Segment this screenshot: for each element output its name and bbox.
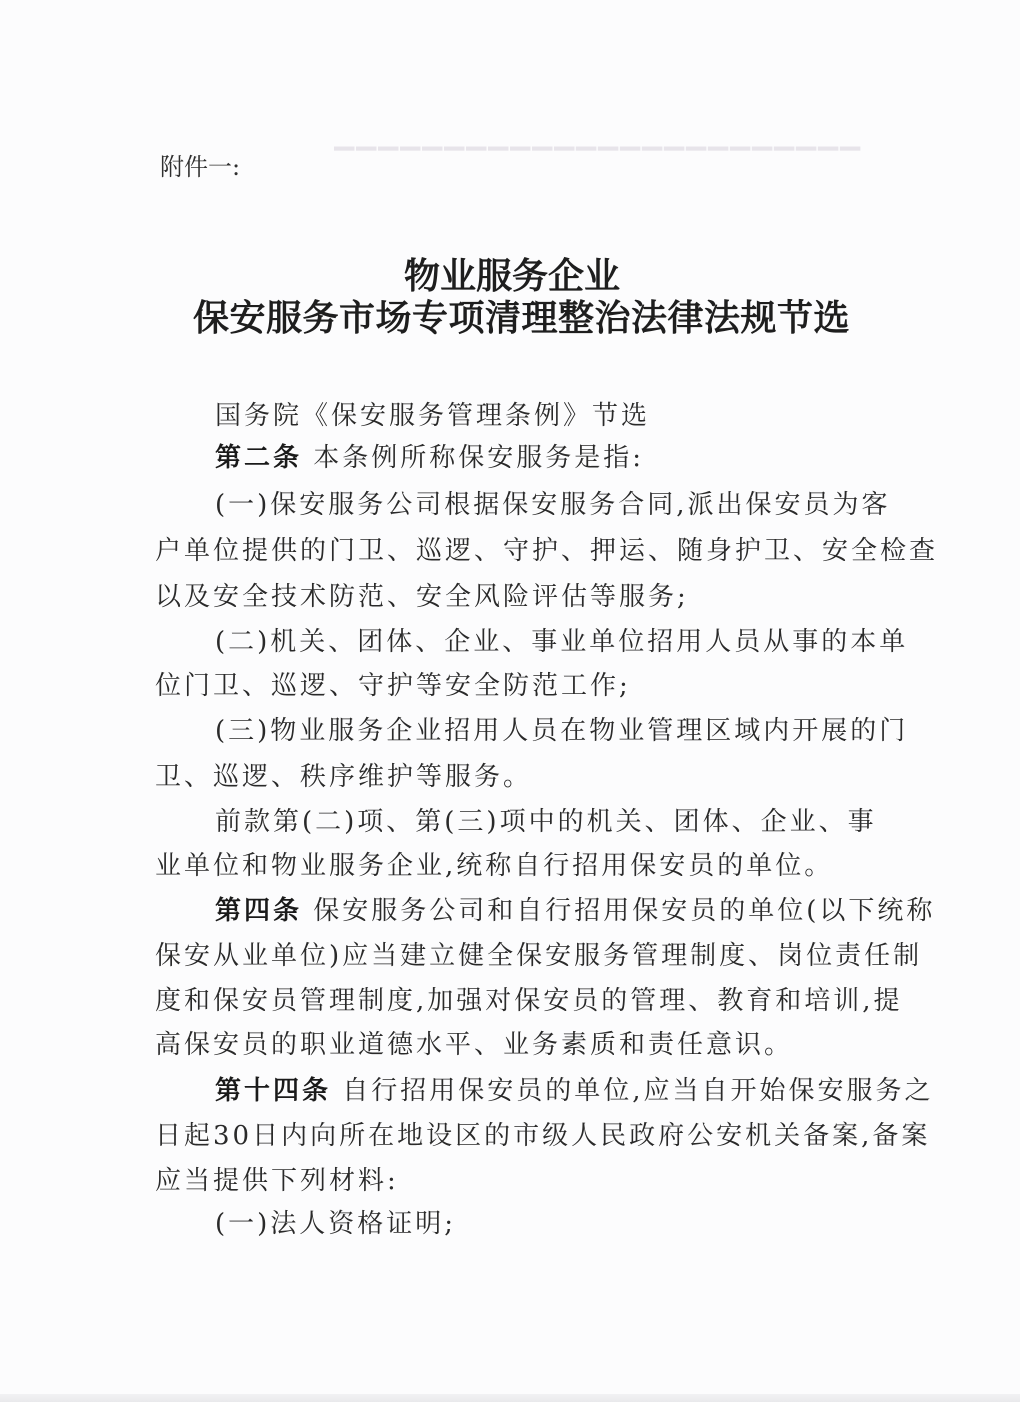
- article-4-heading: 第四条: [215, 896, 303, 926]
- article-4-line-3: 度和保安员管理制度,加强对保安员的管理、教育和培训,提: [155, 986, 903, 1016]
- attachment-label: 附件一:: [160, 153, 241, 181]
- article-2-heading: 第二条: [215, 443, 303, 473]
- paragraph-1-line-1: (一)保安服务公司根据保安服务合同,派出保安员为客: [215, 490, 891, 520]
- scan-bottom-edge: [0, 1394, 1020, 1402]
- article-14-item-1: (一)法人资格证明;: [215, 1209, 457, 1239]
- paragraph-2-line-1: (二)机关、团体、企业、事业单位招用人员从事的本单: [215, 627, 909, 657]
- reverse-side-bleed-through: ▔▔▔▔▔▔▔▔▔▔▔▔▔▔▔▔▔▔▔▔▔▔▔▔: [332, 148, 860, 178]
- paragraph-4-line-1: 前款第(二)项、第(三)项中的机关、团体、企业、事: [215, 807, 877, 837]
- source-regulation: 国务院《保安服务管理条例》节选: [215, 401, 651, 431]
- article-4-line-2: 保安从业单位)应当建立健全保安服务管理制度、岗位责任制: [155, 941, 923, 971]
- paragraph-1-line-2: 户单位提供的门卫、巡逻、守护、押运、随身护卫、安全检查: [155, 536, 939, 566]
- article-14-line-1: [215, 1070, 934, 1107]
- title-line-1: 物业服务企业: [404, 255, 621, 297]
- paragraph-2-line-2: 位门卫、巡逻、守护等安全防范工作;: [155, 671, 631, 701]
- article-14-line-2: 日起30日内向所在地设区的市级人民政府公安机关备案,备案: [155, 1121, 931, 1151]
- article-2-text: 本条例所称保安服务是指:: [313, 443, 645, 473]
- paragraph-3-line-2: 卫、巡逻、秩序维护等服务。: [155, 762, 533, 792]
- article-14-text: 自行招用保安员的单位,应当自开始保安服务之: [342, 1076, 934, 1106]
- paragraph-1-line-3: 以及安全技术防范、安全风险评估等服务;: [155, 582, 689, 612]
- paragraph-4-line-2: 业单位和物业服务企业,统称自行招用保安员的单位。: [155, 851, 834, 881]
- article-4-line-4: 高保安员的职业道德水平、业务素质和责任意识。: [155, 1030, 794, 1060]
- title-line-2: 保安服务市场专项清理整治法律法规节选: [193, 297, 851, 339]
- article-4-text: 保安服务公司和自行招用保安员的单位(以下统称: [313, 896, 936, 926]
- article-14-heading: 第十四条: [215, 1076, 332, 1106]
- paragraph-3-line-1: (三)物业服务企业招用人员在物业管理区域内开展的门: [215, 716, 909, 746]
- article-14-line-3: 应当提供下列材料:: [155, 1166, 399, 1196]
- article-4-line-1: [215, 890, 935, 927]
- article-2: [215, 437, 644, 474]
